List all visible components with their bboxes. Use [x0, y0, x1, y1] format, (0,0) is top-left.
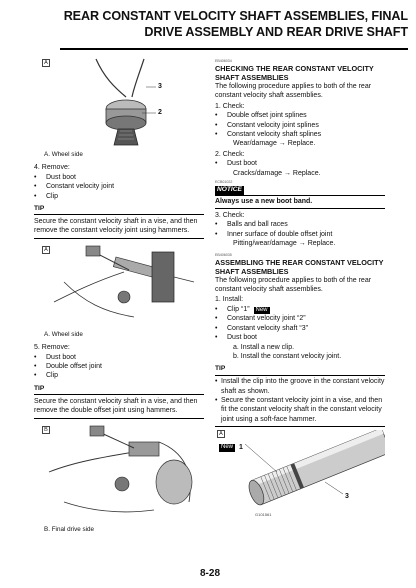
list-item: • Double offset joint: [34, 362, 204, 371]
figure-caption: B. Final drive side: [44, 525, 95, 533]
tip-item: • Install the clip into the groove in the constant velocity shaft as shown.: [215, 377, 385, 396]
section-code: EB406035: [215, 252, 232, 257]
tip-end-rule: [34, 236, 204, 239]
tip-heading: TIP: [215, 364, 385, 375]
check-step-1: [215, 102, 385, 149]
notice-label: NOTICE: [217, 186, 242, 194]
figure-marker: A: [217, 430, 225, 438]
figure-marker: A: [42, 59, 50, 67]
figure-marker: B: [42, 426, 50, 434]
step-title: 2. Check:: [215, 150, 245, 158]
list-item: • Balls and ball races: [215, 220, 385, 229]
step-title: 3. Check:: [215, 211, 245, 219]
tip-item: • Secure the constant velocity joint in a vise, and then fit the constant velocity shaft in the constant velocity joint using a soft-face hammer.: [215, 396, 385, 424]
list-item: • Constant velocity shaft splines: [215, 130, 385, 139]
page-title: [60, 8, 408, 40]
sub-step-b: b. Install the constant velocity joint.: [233, 352, 342, 360]
list-item: [215, 305, 385, 315]
figure-caption: A. Wheel side: [44, 151, 83, 158]
list-item: • Constant velocity joint splines: [215, 121, 385, 130]
figure-final-drive-side: [34, 422, 204, 522]
section-intro: The following procedure applies to both of the rear constant velocity shaft assemblies.: [215, 83, 372, 100]
figure-wheel-side-2: [34, 242, 204, 327]
list-item: • Dust boot: [215, 333, 385, 342]
new-badge: New: [221, 444, 234, 451]
callout-3: 3: [158, 83, 162, 90]
tip-heading: TIP: [34, 384, 204, 395]
notice-text: Always use a new boot band.: [215, 197, 385, 209]
list-item: • Constant velocity joint “2”: [215, 314, 385, 323]
title-line-2: DRIVE ASSEMBLY AND REAR DRIVE SHAFT: [144, 25, 408, 39]
list-item: • Inner surface of double offset joint: [215, 230, 385, 239]
check-result: Wear/damage → Replace.: [233, 140, 316, 148]
section-heading-assembling: ASSEMBLING THE REAR CONSTANT VELOCITY SHAFT ASSEMBLIES: [215, 257, 384, 276]
left-column: [34, 57, 204, 538]
figure-marker: A: [42, 246, 50, 254]
tip-end-rule: [34, 416, 204, 419]
check-result: Pitting/wear/damage → Replace.: [233, 240, 336, 248]
callout-3: 3: [345, 493, 349, 501]
list-item: • Clip: [34, 371, 204, 380]
sub-step-a: a. Install a new clip.: [233, 343, 295, 351]
list-item: • Double offset joint splines: [215, 111, 385, 120]
figure-wheel-side-1: [34, 57, 204, 147]
list-item: • Dust boot: [34, 173, 204, 182]
illustration-hammer-removal: [34, 242, 204, 327]
step-title: 5. Remove:: [34, 344, 70, 352]
step-5: [34, 343, 204, 381]
tip-heading: TIP: [34, 204, 204, 215]
step-title: 1. Check:: [215, 102, 245, 110]
title-line-1: REAR CONSTANT VELOCITY SHAFT ASSEMBLIES, FINAL: [63, 9, 408, 23]
step-4: [34, 163, 204, 201]
list-item: • Clip: [34, 192, 204, 201]
list-item: • Constant velocity shaft “3”: [215, 324, 385, 333]
figure-code: G101561: [255, 512, 272, 518]
list-item: • Dust boot: [34, 353, 204, 362]
section-code: EB406034: [215, 59, 232, 63]
figure-caption: A. Wheel side: [44, 330, 83, 338]
illustration-cv-joint: [34, 57, 204, 147]
section-heading-checking: CHECKING THE REAR CONSTANT VELOCITY SHAFT ASSEMBLIES: [215, 64, 374, 82]
notice-code: ECB01022: [215, 180, 233, 185]
new-badge: New: [255, 306, 268, 313]
figure-clip-install: [215, 430, 385, 520]
tip-text: Secure the constant velocity shaft in a vise, and then remove the double offset joint using hammers.: [34, 397, 198, 415]
tip-end-rule: [215, 424, 385, 427]
callout-1: 1: [239, 444, 243, 452]
notice-rule: [215, 185, 385, 196]
tip-text: Secure the constant velocity shaft in a vise, and then remove the constant velocity joint using hammers.: [34, 217, 198, 235]
step-title: 1. Install:: [215, 296, 244, 304]
list-item-text: Clip “1”: [227, 305, 250, 313]
install-step-1: [215, 295, 385, 361]
illustration-final-drive: [34, 422, 204, 522]
list-item: • Constant velocity joint: [34, 182, 204, 191]
step-title: 4. Remove:: [34, 164, 70, 172]
title-rule: [60, 48, 408, 50]
page-number: 8-28: [200, 568, 221, 579]
list-item: • Dust boot: [215, 159, 385, 168]
section-intro: The following procedure applies to both of the rear constant velocity shaft assemblies.: [215, 276, 372, 293]
right-column: [215, 57, 385, 520]
callout-2: 2: [158, 109, 162, 116]
check-step-3: [215, 211, 385, 249]
check-result: Cracks/damage → Replace.: [233, 169, 321, 177]
check-step-2: [215, 150, 385, 178]
